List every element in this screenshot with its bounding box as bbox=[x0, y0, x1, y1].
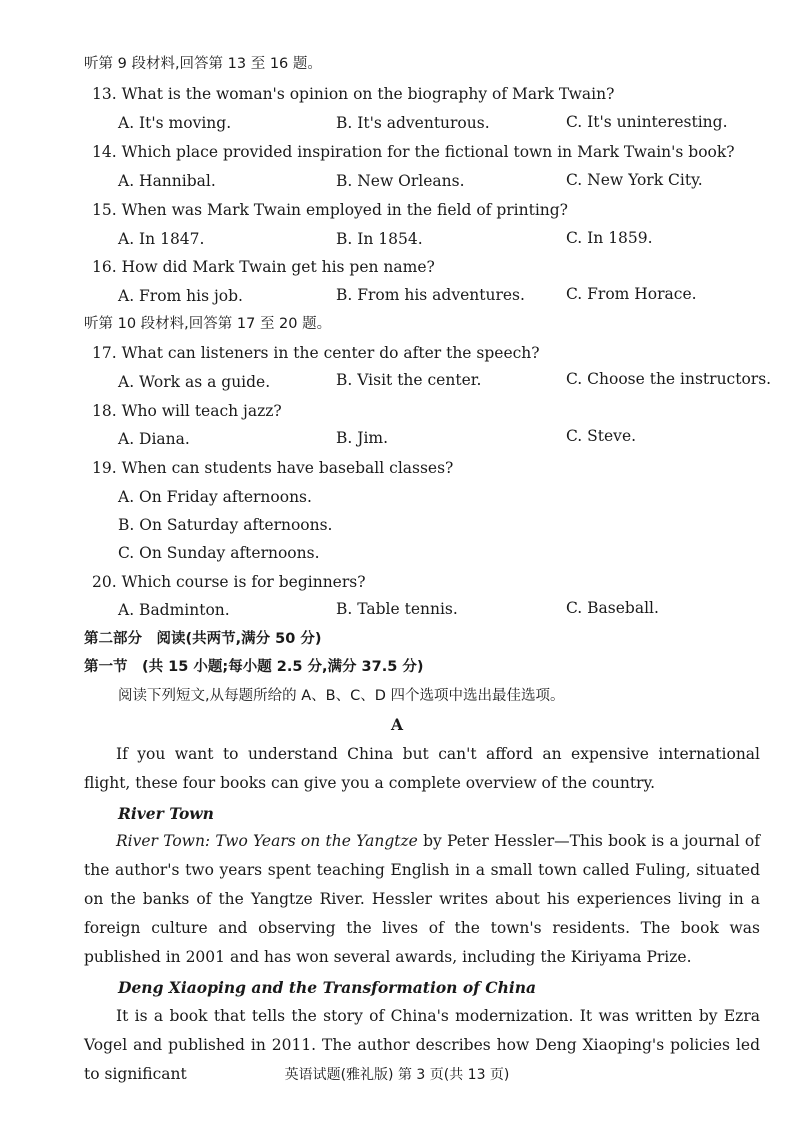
q14-option-b: B. New Orleans. bbox=[336, 172, 465, 190]
question-18-stem: 18. Who will teach jazz? bbox=[92, 402, 282, 420]
q15-option-b: B. In 1854. bbox=[336, 230, 423, 248]
section-heading-10: 听第 10 段材料,回答第 17 至 20 题。 bbox=[84, 316, 332, 332]
q19-option-b: B. On Saturday afternoons. bbox=[118, 516, 333, 534]
q14-option-a: A. Hannibal. bbox=[118, 172, 216, 190]
section-one-heading: 第一节 (共 15 小题;每小题 2.5 分,满分 37.5 分) bbox=[84, 659, 424, 675]
book-one-paragraph bbox=[84, 827, 760, 972]
q15-option-c: C. In 1859. bbox=[566, 229, 653, 247]
q19-option-a: A. On Friday afternoons. bbox=[118, 488, 312, 506]
q18-option-a: A. Diana. bbox=[118, 430, 190, 448]
book-one-lead: River Town: Two Years on the Yangtze bbox=[116, 832, 418, 850]
section-heading-9: 听第 9 段材料,回答第 13 至 16 题。 bbox=[84, 56, 322, 72]
q18-option-c: C. Steve. bbox=[566, 427, 637, 445]
reading-intro: If you want to understand China but can't afford an expensive international flight, these four books can give you a complete overview of the country. bbox=[84, 745, 760, 792]
q13-option-b: B. It's adventurous. bbox=[336, 114, 490, 132]
q16-option-c: C. From Horace. bbox=[566, 285, 697, 303]
q15-option-a: A. In 1847. bbox=[118, 230, 205, 248]
passage-label: A bbox=[390, 715, 404, 734]
page-footer: 英语试题(雅礼版) 第 3 页(共 13 页) bbox=[284, 1067, 510, 1083]
q14-option-c: C. New York City. bbox=[566, 171, 703, 189]
question-15-stem: 15. When was Mark Twain employed in the field of printing? bbox=[92, 201, 568, 219]
question-17-stem: 17. What can listeners in the center do after the speech? bbox=[92, 344, 540, 362]
q19-option-c: C. On Sunday afternoons. bbox=[118, 544, 320, 562]
q16-option-a: A. From his job. bbox=[118, 287, 243, 305]
q17-option-a: A. Work as a guide. bbox=[118, 373, 271, 391]
q16-option-b: B. From his adventures. bbox=[336, 286, 525, 304]
book-two-paragraph: It is a book that tells the story of China's modernization. It was written by Ezra Vogel and published in 2011. The author describes how Deng Xiaoping's policies led to significant bbox=[84, 1007, 760, 1083]
q13-option-c: C. It's uninteresting. bbox=[566, 113, 728, 131]
question-19-stem: 19. When can students have baseball classes? bbox=[92, 459, 454, 477]
q18-option-b: B. Jim. bbox=[336, 429, 389, 447]
q17-option-b: B. Visit the center. bbox=[336, 371, 482, 389]
book-one-text: by Peter Hessler—This book is a journal of the author's two years spent teaching English in a small town called Fuling, situated on the banks of the Yangtze River. Hessler writes about his experiences living in a foreign culture and observing the lives of the town's residents. The book was published in 2001 and has won several awards, including the Kiriyama Prize. bbox=[84, 832, 760, 966]
book-one-title: River Town bbox=[118, 804, 214, 823]
book-two-title: Deng Xiaoping and the Transformation of China bbox=[118, 978, 537, 997]
q20-option-c: C. Baseball. bbox=[566, 599, 659, 617]
q20-option-a: A. Badminton. bbox=[118, 601, 230, 619]
question-16-stem: 16. How did Mark Twain get his pen name? bbox=[92, 258, 435, 276]
q20-option-b: B. Table tennis. bbox=[336, 600, 458, 618]
q17-option-c: C. Choose the instructors. bbox=[566, 370, 772, 388]
question-20-stem: 20. Which course is for beginners? bbox=[92, 573, 366, 591]
question-14-stem: 14. Which place provided inspiration for the fictional town in Mark Twain's book? bbox=[92, 143, 735, 161]
q13-option-a: A. It's moving. bbox=[118, 114, 232, 132]
reading-instructions: 阅读下列短文,从每题所给的 A、B、C、D 四个选项中选出最佳选项。 bbox=[118, 688, 565, 704]
part-two-heading: 第二部分 阅读(共两节,满分 50 分) bbox=[84, 631, 322, 647]
question-13-stem: 13. What is the woman's opinion on the biography of Mark Twain? bbox=[92, 85, 615, 103]
